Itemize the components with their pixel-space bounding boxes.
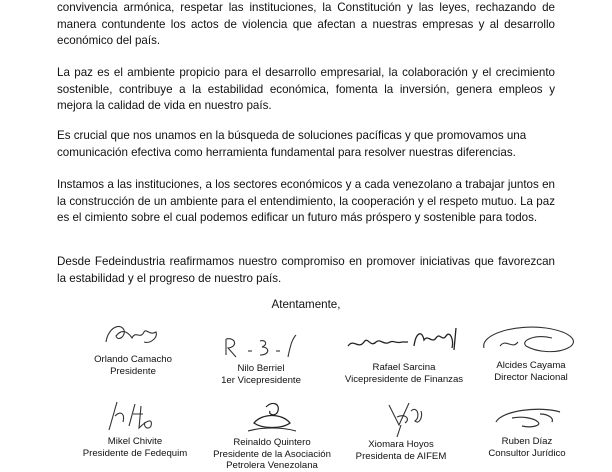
signatory-title: Presidente de la Asociación Petrolera Venezolana — [213, 448, 331, 471]
handwritten-signature-5 — [95, 396, 175, 436]
signatory-title: Presidente de Fedequim — [82, 447, 188, 459]
handwritten-signature-4 — [476, 320, 586, 360]
signature-block-4 — [466, 320, 596, 383]
signature-block-3 — [339, 320, 469, 385]
handwritten-signature-6 — [232, 399, 312, 437]
signature-block-8 — [462, 396, 592, 459]
signatory-title: Presidente — [110, 365, 156, 377]
signatory-name: Nilo Berriel — [237, 363, 285, 374]
handwritten-signature-3 — [344, 320, 464, 362]
signatory-title: Vicepresidente de Finanzas — [344, 373, 464, 385]
paragraph-5: Desde Fedeindustria reafirmamos nuestro compromiso en promover iniciativas que favorezcan la estabilidad y el progreso de nuestro país. — [57, 255, 555, 285]
handwritten-signature-2 — [216, 333, 306, 363]
signature-block-1 — [68, 318, 198, 377]
signatory-title: Presidenta de AIFEM — [355, 450, 447, 462]
signatory-name: Rafael Sarcina — [372, 362, 436, 373]
signatory-name: Ruben Díaz — [501, 436, 553, 447]
signatory-title: Consultor Jurídico — [488, 447, 566, 459]
paragraph-1: convivencia armónica, respetar las instituciones, la Constitución y las leyes, rechazando de manera contundente los actos de violencia que afectan a nuestras empresas y al desarrollo económico del país. — [57, 1, 555, 47]
signatory-name: Alcides Cayama — [496, 360, 566, 371]
signature-block-7 — [336, 395, 466, 462]
signatory-name: Reinaldo Quintero — [233, 437, 311, 448]
signatory-name: Mikel Chivite — [107, 436, 163, 447]
signature-block-5 — [70, 396, 200, 459]
handwritten-signature-8 — [482, 396, 572, 436]
paragraph-4: Instamos a las instituciones, a los sectores económicos y a cada venezolano a trabajar juntos en la construcción de un ambiente para el entendimiento, la cooperación y el respeto mutuo. La paz es el cimiento sobre el cual podemos edificar un futuro más próspero y sostenible para todos. — [57, 178, 555, 224]
signatory-title: Director Nacional — [494, 371, 568, 383]
signatory-name: Xiomara Hoyos — [368, 439, 434, 450]
handwritten-signature-1 — [98, 318, 168, 354]
closing-salutation: Atentamente, — [271, 298, 341, 311]
paragraph-3: Es crucial que nos unamos en la búsqueda de soluciones pacíficas y que promovamos una comunicación efectiva como herramienta fundamental para resolver nuestras diferencias. — [57, 129, 527, 159]
signatory-name: Orlando Camacho — [94, 354, 172, 365]
paragraph-2: La paz es el ambiente propicio para el desarrollo empresarial, la colaboración y el crecimiento sostenible, contribuye a la estabilidad económica, fomenta la inversión, genera empleos y mejora la calidad de vida en nuestro país. — [57, 66, 555, 112]
handwritten-signature-7 — [361, 395, 441, 439]
signature-block-6 — [207, 399, 337, 472]
signatory-title: 1er Vicepresidente — [221, 374, 301, 386]
signature-block-2 — [196, 333, 326, 386]
